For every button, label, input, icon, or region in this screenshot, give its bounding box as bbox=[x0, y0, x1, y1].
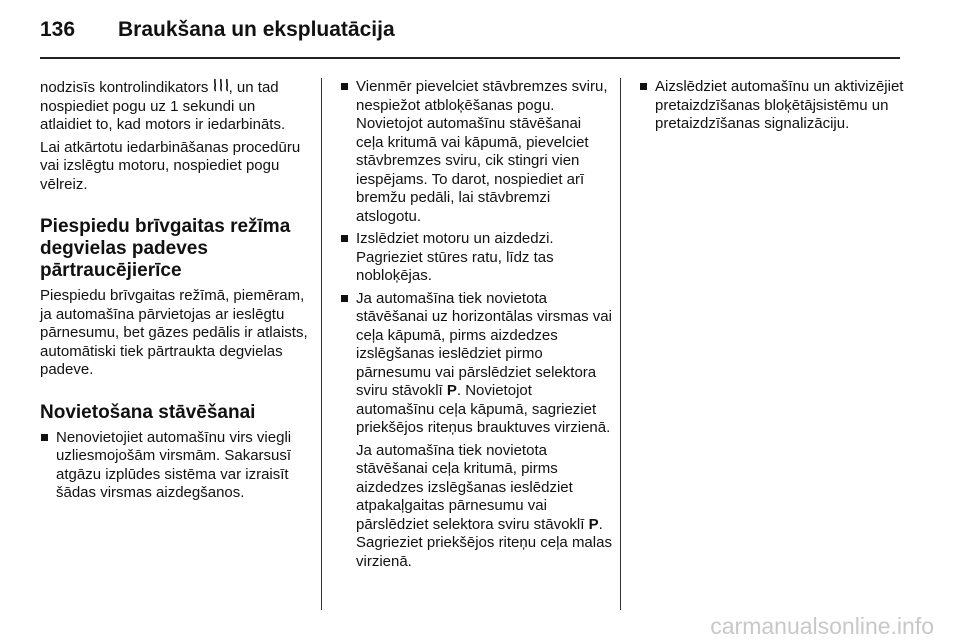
heading-fuel-cutoff: Piespiedu brīvgaitas režīma degvielas padeves pārtraucējierīce bbox=[40, 216, 291, 281]
bullet-square-icon bbox=[341, 295, 348, 302]
gear-position: P bbox=[446, 382, 457, 399]
text: nodzisīs kontrolindikators bbox=[40, 79, 213, 96]
column-divider bbox=[620, 78, 621, 610]
list-item bbox=[340, 290, 612, 438]
page-title: Braukšana un ekspluatācija bbox=[118, 18, 395, 41]
heading-parking: Novietošana stāvēšanai bbox=[40, 401, 256, 423]
bullet-square-icon bbox=[341, 235, 348, 242]
text: Ja automašīna tiek novietota stāvēšanai uz horizontālas virsmas vai ceļa kāpumā, pirms aizdedzes izslēgšanas ieslēdziet pirmo pārnesumu vai pārslēdziet selektora sviru stāvoklī bbox=[356, 289, 612, 399]
paragraph-glow-plug bbox=[40, 78, 308, 135]
text: , un tad nospiediet pogu uz 1 sekundi un atlaidiet to, kad motors ir iedarbināts. bbox=[40, 79, 286, 133]
bullet-square-icon bbox=[41, 434, 48, 441]
paragraph-fuel-cutoff: Piespiedu brīvgaitas režīmā, piemēram, ja automašīna pārvietojas ar ieslēgtu pārnesumu, bet gāzes pedālis ir atlaists, automātiski tiek pārtraukta degvielas padeve. bbox=[40, 287, 308, 378]
text: Ja automašīna tiek novietota stāvēšanai ceļa kritumā, pirms aizdedzes izslēgšanas ieslēdziet atpakaļgaitas pārnesumu vai pārslēdziet selektora sviru stāvoklī bbox=[356, 441, 589, 533]
paragraph-downhill bbox=[340, 442, 612, 572]
bullet-square-icon bbox=[341, 83, 348, 90]
text: . Novietojot automašīnu ceļa kāpumā, sagrieziet priekšējos riteņus brauktuves virzienā. bbox=[356, 382, 611, 436]
text: Vienmēr pievelciet stāvbremzes sviru, nespiežot atbloķēšanas pogu. Novietojot automašīnu stāvēšanai ceļa kritumā vai kāpumā, pievelciet stāvbremzes sviru, cik stingri vien iespējams. To darot, nospiediet arī bremžu pedāli, lai stāvbremzi atslogotu. bbox=[356, 78, 608, 225]
text: Aizslēdziet automašīnu un aktivizējiet pretaizdzīšanas bloķētājsistēmu un pretaizdzīšanas signalizāciju. bbox=[655, 78, 904, 132]
list-item bbox=[340, 230, 612, 286]
text: Nenovietojiet automašīnu virs viegli uzliesmojošām virsmām. Sakarsusī atgāzu izplūdes sistēma var izraisīt šādas virsmas aizdegšanos. bbox=[56, 428, 292, 501]
bullet-square-icon bbox=[640, 83, 647, 90]
text: Izslēdziet motoru un aizdedzi. Pagrieziet stūres ratu, līdz tas nobloķējas. bbox=[356, 230, 554, 284]
list-item bbox=[340, 78, 612, 226]
list-item bbox=[40, 429, 308, 503]
list-item bbox=[639, 78, 909, 134]
column-1 bbox=[40, 78, 308, 507]
column-3 bbox=[639, 78, 909, 138]
header-rule bbox=[40, 57, 900, 59]
page-number: 136 bbox=[40, 18, 76, 41]
gear-position: P bbox=[588, 515, 599, 533]
column-divider bbox=[321, 78, 322, 610]
text: . Sagrieziet priekšējos riteņu ceļa malas virzienā. bbox=[356, 515, 612, 570]
column-2 bbox=[340, 78, 612, 575]
glow-plug-icon bbox=[213, 78, 229, 98]
watermark: carmanualsonline.info bbox=[710, 613, 934, 639]
paragraph-repeat: Lai atkārtotu iedarbināšanas procedūru vai izslēgtu motoru, nospiediet pogu vēlreiz. bbox=[40, 138, 301, 193]
